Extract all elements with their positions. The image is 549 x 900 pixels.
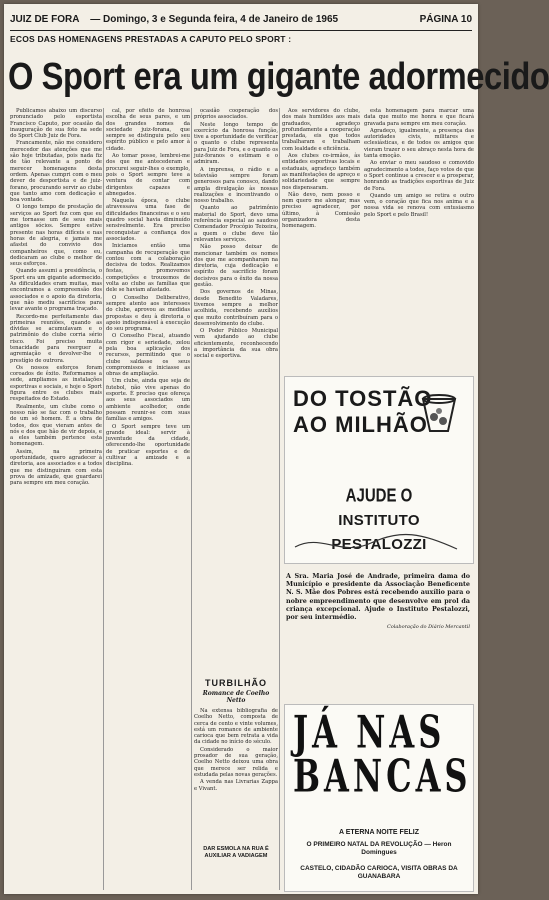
section-name: JUIZ DE FORA <box>10 13 80 25</box>
paragraph: Considerado o maior prosador de sua geração, Coelho Netto deixou uma obra que merece ser relida e estudada pelas novas gerações. <box>194 746 278 778</box>
paragraph: Publicamos abaixo um discurso pronunciado pelo esportista Francisco Caputo, por ocasião da inauguração de sua foto na sede do Sport Club Juiz de Fora. <box>10 108 102 140</box>
paragraph: Na extensa bibliografia de Coelho Netto, composta de cerca de cento e vinte volumes, está um romance de ambiente carioca que bem retrata a vida da cidade no início do século. <box>194 708 278 746</box>
paragraph: O Poder Público Municipal vem ajudando ao clube eficientemente, reconhecendo a importância da sua obra social e esportiva. <box>194 328 278 360</box>
turbilhao-column <box>194 708 278 842</box>
paragraph: O Sport sempre teve um grande ideal: servir à juventude da cidade, oferecendo-lhe oportunidade de praticar esportes e de cultivar a amizade e a disciplina. <box>106 423 190 468</box>
pestalozzi-ad <box>284 376 474 564</box>
paragraph: A venda nas Livrarias Zappa e Vivant. <box>194 779 278 792</box>
column-rule <box>191 108 192 890</box>
article-column-4 <box>282 108 360 366</box>
paragraph: Os nossos esforços foram coroados de êxito. Reformamos a sede, ampliamos as instalações esportivas e sociais, e hoje o Sport figura entre os clubes mais respeitados do Estado. <box>10 364 102 403</box>
ad-feature-2: O PRIMEIRO NATAL DA REVOLUÇÃO — Heron Domingues <box>306 841 452 856</box>
paragraph: Quando um amigo se retira e outro vem, o coração que fica nos anima e a nossa vida se renova com entusiasmo pelo Sport e pelo Brasil! <box>364 192 474 218</box>
page-number: PÁGINA 10 <box>419 13 472 25</box>
ad-feature-3: CASTELO, CIDADÃO CARIOCA, VISITA OBRAS DA GUANABARA <box>300 865 458 880</box>
paragraph: cal, por efeito de honrosa escolha de seus pares, e um dos grandes nomes da sociedade juiz-forana, que sempre se distinguiu pelo seu espírito público e pelo amor à cidade. <box>106 108 190 152</box>
paragraph: O Conselho Deliberativo, sempre atento aos interesses do clube, aprovou as medidas propostas e deu à diretoria o apoio indispensável à execução do seu programa. <box>106 294 190 333</box>
paragraph: Recordo-me perfeitamente das primeiras reuniões, quando as dívidas se acumulavam e o patrimônio do clube corria sério risco. Foi preciso muita tenacidade para reerguer a agremiação e devolver-lhe o prestígio de outrora. <box>10 313 102 364</box>
paragraph: Assim, na primeira oportunidade, quero agradecer à diretoria, aos associados e a todos que me distinguiram com esta prova de amizade, que guardarei para sempre em meu coração. <box>10 448 102 487</box>
paragraph: O Conselho Fiscal, atuando com rigor e seriedade, zelou pela boa aplicação dos recursos, permitindo que o clube saldasse os seus compromissos e iniciasse as obras de ampliação. <box>106 333 190 378</box>
paragraph: Dos governos de Minas, desde Benedito Valadares, tivemos sempre a melhor acolhida, recebendo auxílios que muito contribuíram para o desenvolvimento do clube. <box>194 289 278 327</box>
paragraph: Agradeço, igualmente, a presença das autoridades civis, militares e eclesiásticas, e de todos os amigos que vieram trazer o seu abraço nesta hora de tanta emoção. <box>364 127 474 160</box>
article-column-1 <box>10 108 102 890</box>
paragraph: Um clube, ainda que seja de futebol, não vive apenas do esporte. É preciso que ofereça aos seus associados um ambiente acolhedor, onde possam reunir-se com suas famílias e amigos. <box>106 378 190 423</box>
paragraph: Não devo, nem posso e nem quero me alongar, mas preciso agradecer, por último, à Comissão organizadora desta homenagem. <box>282 191 360 230</box>
ad-help-text: AJUDE O <box>345 485 413 507</box>
article-column-3 <box>194 108 278 674</box>
paragraph: Realmente, um clube como o nosso não se faz com o trabalho de um só homem. É a obra de todos, dos que vieram antes de nós e dos que hão de vir depois, e a eles também pertence esta homenagem. <box>10 403 102 448</box>
article-column-5 <box>364 108 474 366</box>
ad-big-line-2: BANCAS <box>293 749 472 803</box>
kicker: ECOS DAS HOMENAGENS PRESTADAS A CAPUTO PELO SPORT : <box>10 34 292 44</box>
paragraph: Neste longo tempo de exercício da honrosa função, tive a oportunidade de verificar o quanto o clube representa para Juiz de Fora, e o quanto os juiz-foranos o estimam e o admiram. <box>194 121 278 166</box>
ad-institute-name: INSTITUTO PESTALOZZI <box>331 512 427 553</box>
paragraph: Quando assumi a presidência, o Sport era um gigante adormecido. As dificuldades eram muitas, mas encontramos a compreensão dos associados e o apoio da diretoria, que não mediu sacrifícios para levar avante o programa traçado. <box>10 268 102 313</box>
notice-credit: Colaboração do Diário Mercantil <box>386 624 470 631</box>
ad-line-2: AO MILHÃO <box>293 412 428 437</box>
paragraph: Francamente, não me considero merecedor das atenções que me são hoje tributadas, pois nada fiz de tão relevante a ponto de merecer homenagens desta ordem. Apenas cumpri com o meu dever de desportista e de juiz-forano, procurando servir ao clube que tanto amo com dedicação e boa vontade. <box>10 140 102 204</box>
paragraph: Não posso deixar de mencionar também os nomes dos que me acompanharam na diretoria, cuja dedicação e espírito de sacrifício foram decisivos para o êxito da nossa gestão. <box>194 244 278 289</box>
paragraph: Ao enviar o meu saudoso e comovido agradecimento a todos, faço votos de que o Sport continue a crescer e a prosperar, honrando as tradições esportivas de Juiz de Fora. <box>364 160 474 192</box>
paragraph: Iniciamos então uma campanha de recuperação que contou com a colaboração decisiva de todos. Realizamos festas, promovemos competições e trouxemos de volta ao clube as famílias que dele se haviam afastado. <box>106 243 190 294</box>
paragraph: Quanto ao patrimônio material do Sport, devo uma referência especial ao saudoso Comendador Procópio Teixeira, a quem o clube deve tão relevantes serviços. <box>194 205 278 243</box>
ad-line-1: DO TOSTÃO <box>293 386 433 411</box>
article-column-2 <box>106 108 190 890</box>
column-rule <box>279 108 280 890</box>
issue-date: — Domingo, 3 e Segunda feira, 4 de Janeiro de 1965 <box>90 13 339 25</box>
coin-glass-icon <box>417 391 461 435</box>
ad-feature-1: A ETERNA NOITE FELIZ <box>339 829 419 836</box>
turbilhao-title: TURBILHÃO <box>205 678 267 688</box>
paragraph: ocasião cooperação dos próprios associados. <box>194 108 278 121</box>
masthead <box>10 8 472 31</box>
notice-text: A Sra. Maria José de Andrade, primeira dama do Município e presidente da Associação Beneficente N. S. Mãe dos Pobres está recebendo auxílio para o nobre empreendimento que desenvolve em prol da criança excepcional. Ajude o Instituto Pestalozzi, por seu intermédio. <box>286 572 470 622</box>
paragraph: Aos clubes co-irmãos, às entidades esportivas locais e estaduais, agradeço também as manifestações de apreço e solidariedade que sempre nos dispensaram. <box>282 153 360 191</box>
headline: O Sport era um gigante adormecido <box>8 56 549 98</box>
ad-big-line-1: JÁ NAS <box>293 705 446 759</box>
donation-notice <box>286 572 470 696</box>
column-rule <box>103 108 104 890</box>
paragraph: A imprensa, o rádio e a televisão sempre foram generosos para conosco, dando ampla divulgação às nossas realizações e incentivando o nosso trabalho. <box>194 166 278 205</box>
paragraph: Naquela época, o clube atravessava uma fase de dificuldades financeiras e o seu quadro social havia diminuído sensivelmente. Era preciso reconquistar a confiança dos associados. <box>106 198 190 242</box>
paragraph: esta homenagem para marcar uma data que muito me honra e que ficará gravada para sempre em meu coração. <box>364 108 474 127</box>
bottom-slogan: DAR ESMOLA NA RUA É AUXILIAR A VADIAGEM <box>203 846 269 859</box>
paragraph: Ao tomar posse, lembrei-me dos que me antecederam e procurei seguir-lhes o exemplo, pois o Sport sempre teve a ventura de contar com dirigentes capazes e abnegados. <box>106 153 190 197</box>
turbilhao-subtitle: Romance de Coelho Netto <box>202 690 270 704</box>
logo-squiggle-icon <box>291 529 461 559</box>
newspaper-page <box>4 4 549 894</box>
magazine-ad <box>284 704 474 892</box>
paragraph: Aos servidores do clube, dos mais humildes aos mais graduados, agradeço profundamente a cooperação prestada, eis que todos trabalharam e trabalham com lealdade e eficiência. <box>282 108 360 152</box>
paragraph: O longo tempo de prestação de serviços ao Sport fez com que eu me tornasse um de seus mais antigos sócios. Sempre estive presente nas horas difíceis e nas horas de alegria, e jamais me afastei do convívio dos companheiros que, como eu, dedicaram ao clube o melhor de seus esforços. <box>10 204 102 268</box>
